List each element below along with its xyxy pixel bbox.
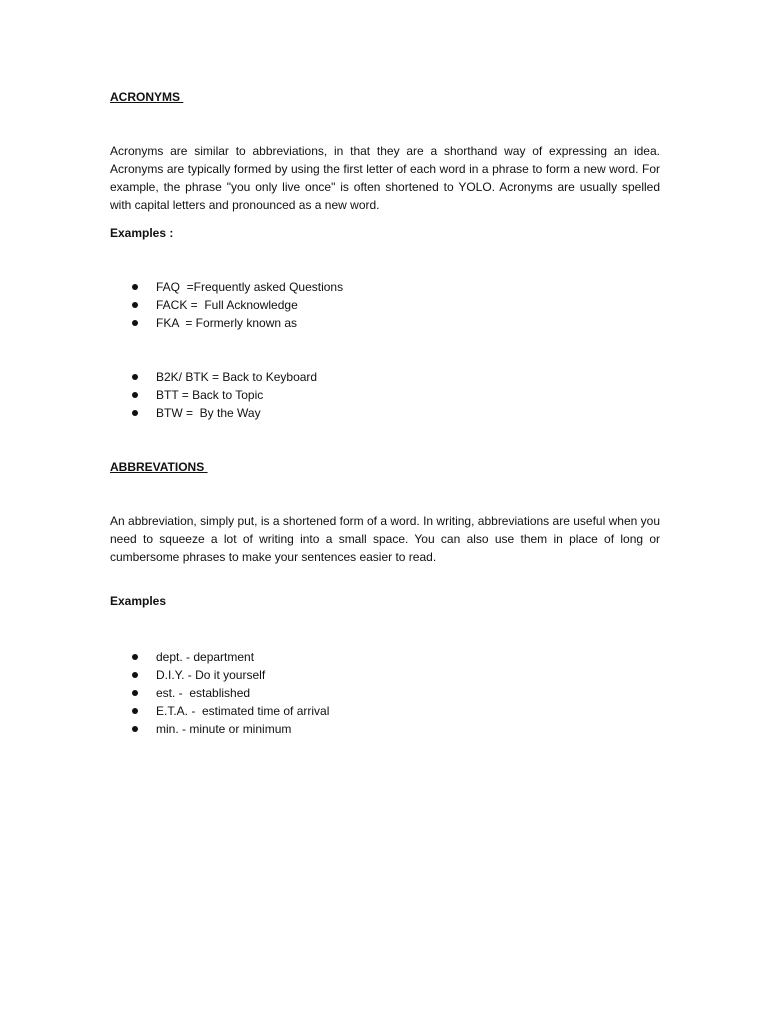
list-item-text: BTW = By the Way (156, 406, 261, 420)
bullet-icon (132, 708, 138, 714)
list-item (110, 368, 660, 386)
list-item-text: dept. - department (156, 650, 255, 664)
abbreviations-list (110, 648, 660, 738)
list-item (110, 648, 660, 666)
document-content (110, 88, 660, 738)
list-item (110, 684, 660, 702)
bullet-icon (132, 320, 138, 326)
bullet-icon (132, 726, 138, 732)
acronyms-list-two (110, 368, 660, 422)
list-item-text: BTT = Back to Topic (156, 388, 264, 402)
spacer (110, 476, 660, 512)
list-item (110, 386, 660, 404)
list-item (110, 404, 660, 422)
list-item (110, 666, 660, 684)
acronyms-heading: ACRONYMS (110, 90, 184, 104)
acronyms-examples-label: Examples : (110, 226, 174, 240)
abbreviations-examples-label: Examples (110, 594, 167, 608)
acronyms-list-one (110, 278, 660, 332)
list-item-text: E.T.A. - estimated time of arrival (156, 704, 330, 718)
bullet-icon (132, 392, 138, 398)
spacer (110, 332, 660, 368)
list-item (110, 314, 660, 332)
list-item (110, 702, 660, 720)
spacer (110, 214, 660, 224)
acronyms-paragraph: Acronyms are similar to abbreviations, in that they are a shorthand way of expressing an idea. Acronyms are typically formed by using the first letter of each word in a phrase to form a new word. For example, the phrase "you only live once" is often shortened to YOLO. Acronyms are usually spelled with capital letters and pronounced as a new word. (110, 144, 660, 212)
abbreviations-heading: ABBREVATIONS (110, 460, 208, 474)
list-item-text: est. - established (156, 686, 251, 700)
spacer (110, 566, 660, 592)
spacer (110, 610, 660, 648)
spacer (110, 106, 660, 142)
list-item-text: FAQ =Frequently asked Questions (156, 280, 344, 294)
bullet-icon (132, 374, 138, 380)
list-item-text: B2K/ BTK = Back to Keyboard (156, 370, 318, 384)
bullet-icon (132, 654, 138, 660)
list-item-text: min. - minute or minimum (156, 722, 292, 736)
spacer (110, 422, 660, 458)
bullet-icon (132, 410, 138, 416)
bullet-icon (132, 284, 138, 290)
list-item (110, 720, 660, 738)
bullet-icon (132, 672, 138, 678)
spacer (110, 242, 660, 278)
list-item (110, 296, 660, 314)
abbreviations-paragraph: An abbreviation, simply put, is a shortened form of a word. In writing, abbreviations are useful when you need to squeeze a lot of writing into a small space. You can also use them in place of long or cumbersome phrases to make your sentences easier to read. (110, 514, 660, 564)
list-item-text: D.I.Y. - Do it yourself (156, 668, 266, 682)
list-item-text: FACK = Full Acknowledge (156, 298, 298, 312)
list-item (110, 278, 660, 296)
bullet-icon (132, 690, 138, 696)
bullet-icon (132, 302, 138, 308)
list-item-text: FKA = Formerly known as (156, 316, 298, 330)
